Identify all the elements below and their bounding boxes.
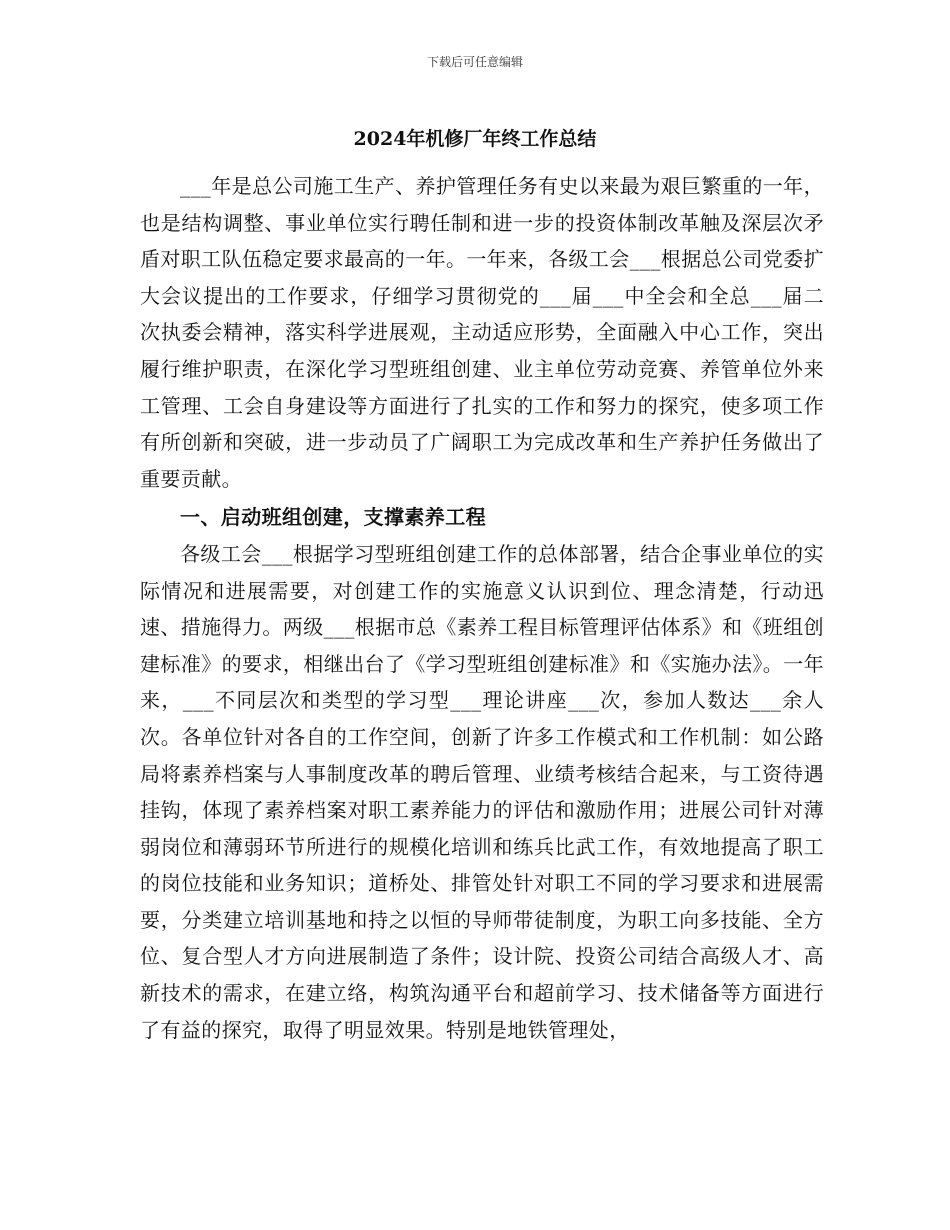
section-heading-1: 一、启动班组创建，支撑素养工程 xyxy=(180,505,486,530)
paragraph-intro: ___年是总公司施工生产、养护管理任务有史以来最为艰巨繁重的一年，也是结构调整、事业单位实行聘任制和进一步的投资体制改革触及深层次矛盾对职工队伍稳定要求最高的一年。一年来，各级工会___根据总公司党委扩大会议提出的工作要求，仔细学习贯彻党的___届___中全会和全总___届二次执委会精神，落实科学进展观，主动适应形势，全面融入中心工作，突出履行维护职责，在深化学习型班组创建、业主单位劳动竞赛、养管单位外来工管理、工会自身建设等方面进行了扎实的工作和努力的探究，使多项工作有所创新和突破，进一步动员了广阔职工为完成改革和生产养护任务做出了重要贡献。 xyxy=(140,174,824,491)
paragraph-section-1: 各级工会___根据学习型班组创建工作的总体部署，结合企事业单位的实际情况和进展需要，对创建工作的实施意义认识到位、理念清楚，行动迅速、措施得力。两级___根据市总《素养工程目标管理评估体系》和《班组创建标准》的要求，相继出台了《学习型班组创建标准》和《实施办法》。一年来，___不同层次和类型的学习型___理论讲座___次，参加人数达___余人次。各单位针对各自的工作空间，创新了许多工作模式和工作机制：如公路局将素养档案与人事制度改革的聘后管理、业绩考核结合起来，与工资待遇挂钩，体现了素养档案对职工素养能力的评估和激励作用；进展公司针对薄弱岗位和薄弱环节所进行的规模化培训和练兵比武工作，有效地提高了职工的岗位技能和业务知识；道桥处、排管处针对职工不同的学习要求和进展需要，分类建立培训基地和持之以恒的导师带徒制度，为职工向多技能、全方位、复合型人才方向进展制造了条件；设计院、投资公司结合高级人才、高新技术的需求，在建立络，构筑沟通平台和超前学习、技术储备等方面进行了有益的探究，取得了明显效果。特别是地铁管理处， xyxy=(140,541,824,1042)
document-body xyxy=(140,168,824,1048)
header-note: 下载后可任意编辑 xyxy=(426,55,523,69)
document-title: 2024年机修厂年终工作总结 xyxy=(353,128,597,150)
